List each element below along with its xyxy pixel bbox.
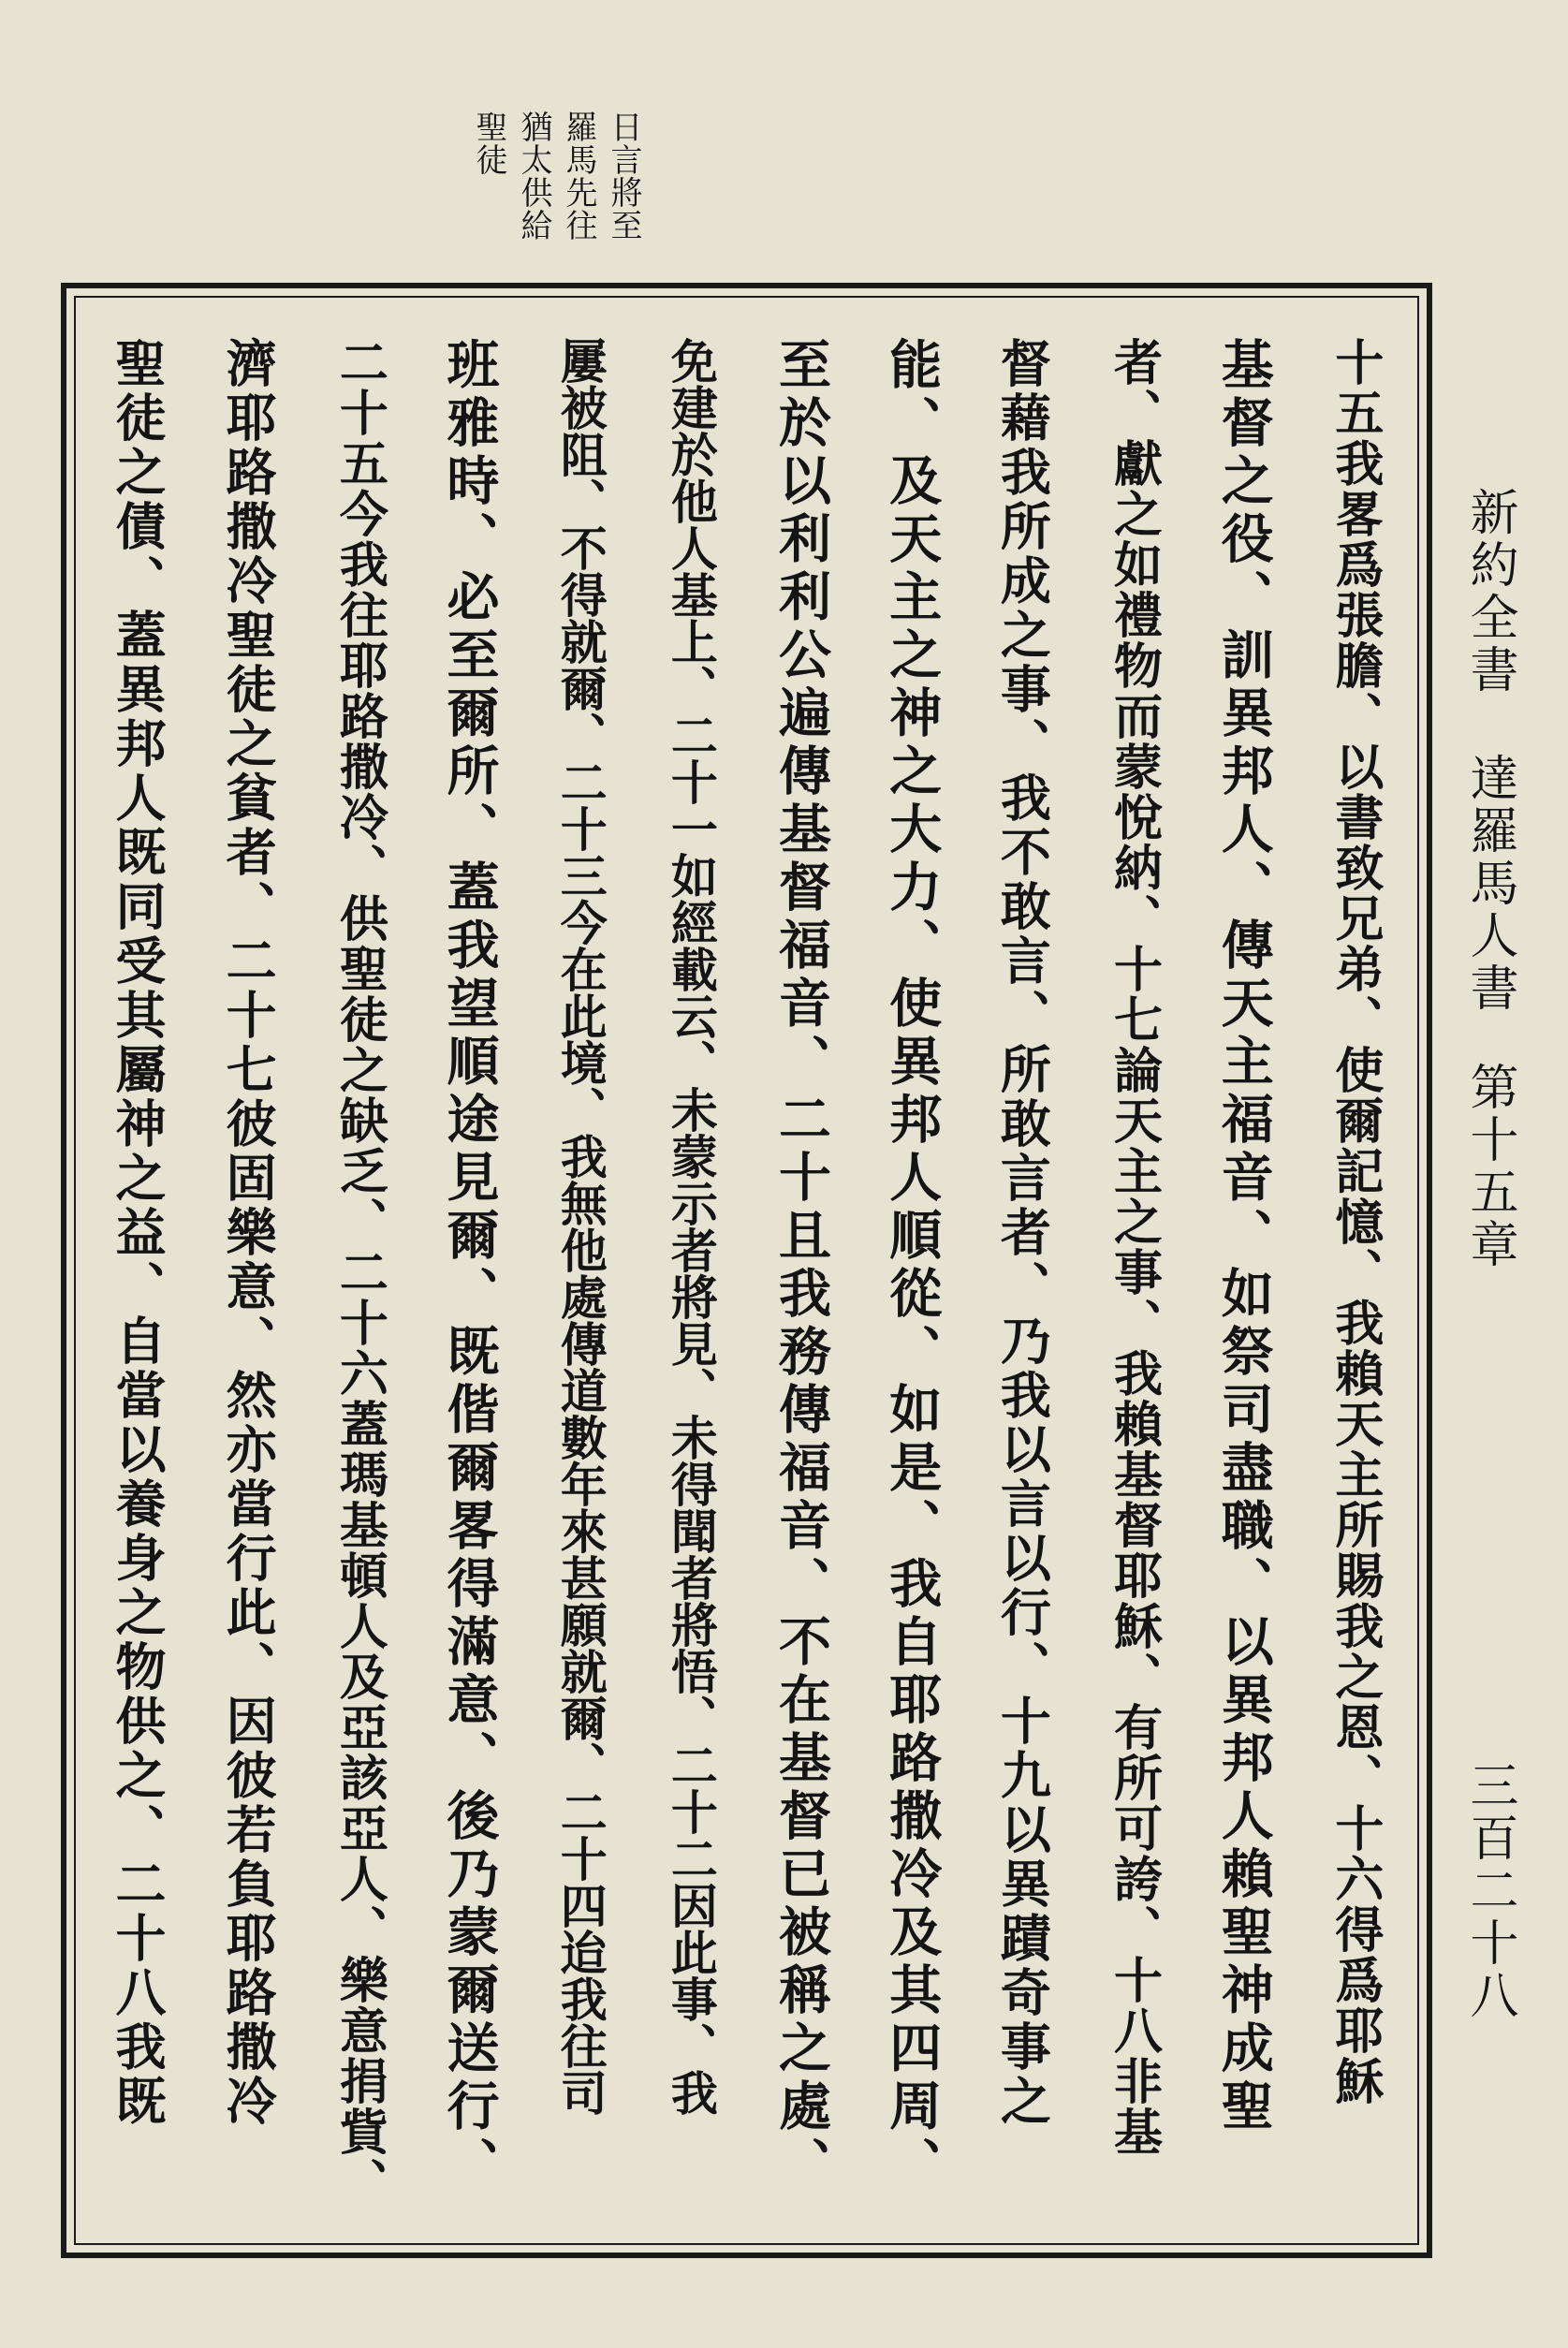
margin-note: 羅馬先往 [560,110,597,242]
book-title: 新約全書 [1461,487,1517,697]
text-column: 濟耶路撒冷聖徒之貧者、二十七彼固樂意、然亦當行此、因彼若負耶路撒冷 [218,337,279,2129]
text-column: 屢被阻、不得就爾、二十三今在此境、我無他處傳道數年來甚願就爾、二十四迨我往司 [552,337,608,2116]
text-column: 能、及天主之神之大力、使異邦人順從、如是、我自耶路撒冷及其四周、 [881,337,944,2194]
text-column: 基督之役、訓異邦人、傳天主福音、如祭司盡職、以異邦人賴聖神成聖 [1212,337,1275,2136]
text-column: 者、獻之如禮物而蒙悅納、十七論天主之事、我賴基督耶穌、有所可誇、十八非基 [1105,337,1163,2157]
chapter-label: 第十五章 [1461,1062,1517,1271]
margin-notes [470,110,642,279]
main-text [86,337,1406,2228]
text-column: 十五我畧爲張膽、以書致兄弟、使爾記憶、我賴天主所賜我之恩、十六得爲耶穌 [1326,337,1384,2106]
running-head [1461,487,1517,1723]
text-column: 督藉我所成之事、我不敢言、所敢言者、乃我以言以行、十九以異蹟奇事之 [992,337,1053,2129]
margin-note: 猶太供給 [515,110,552,242]
margin-note: 聖徒 [470,110,507,176]
text-column: 聖徒之債、蓋異邦人既同受其屬神之益、自當以養身之物供之、二十八我既 [108,337,168,2129]
text-column: 免建於他人基上、二十一如經載云、未蒙示者將見、未得聞者將悟、二十二因此事、我 [663,337,719,2116]
epistle-title: 達羅馬人書 [1461,753,1517,1015]
text-column: 二十五今我往耶路撒冷、供聖徒之缺乏、二十六蓋瑪基頓人及亞該亞人、樂意捐貲、 [330,337,388,2208]
text-column: 至於以利利公遍傳基督福音、二十且我務傳福音、不在基督已被稱之處、 [770,337,833,2194]
margin-note: 日言將至 [605,110,642,242]
text-column: 班雅時、必至爾所、蓋我望順途見爾、既偕爾畧得滿意、後乃蒙爾送行、 [438,337,501,2194]
page-number: 三百二十八 [1461,1760,1517,2022]
